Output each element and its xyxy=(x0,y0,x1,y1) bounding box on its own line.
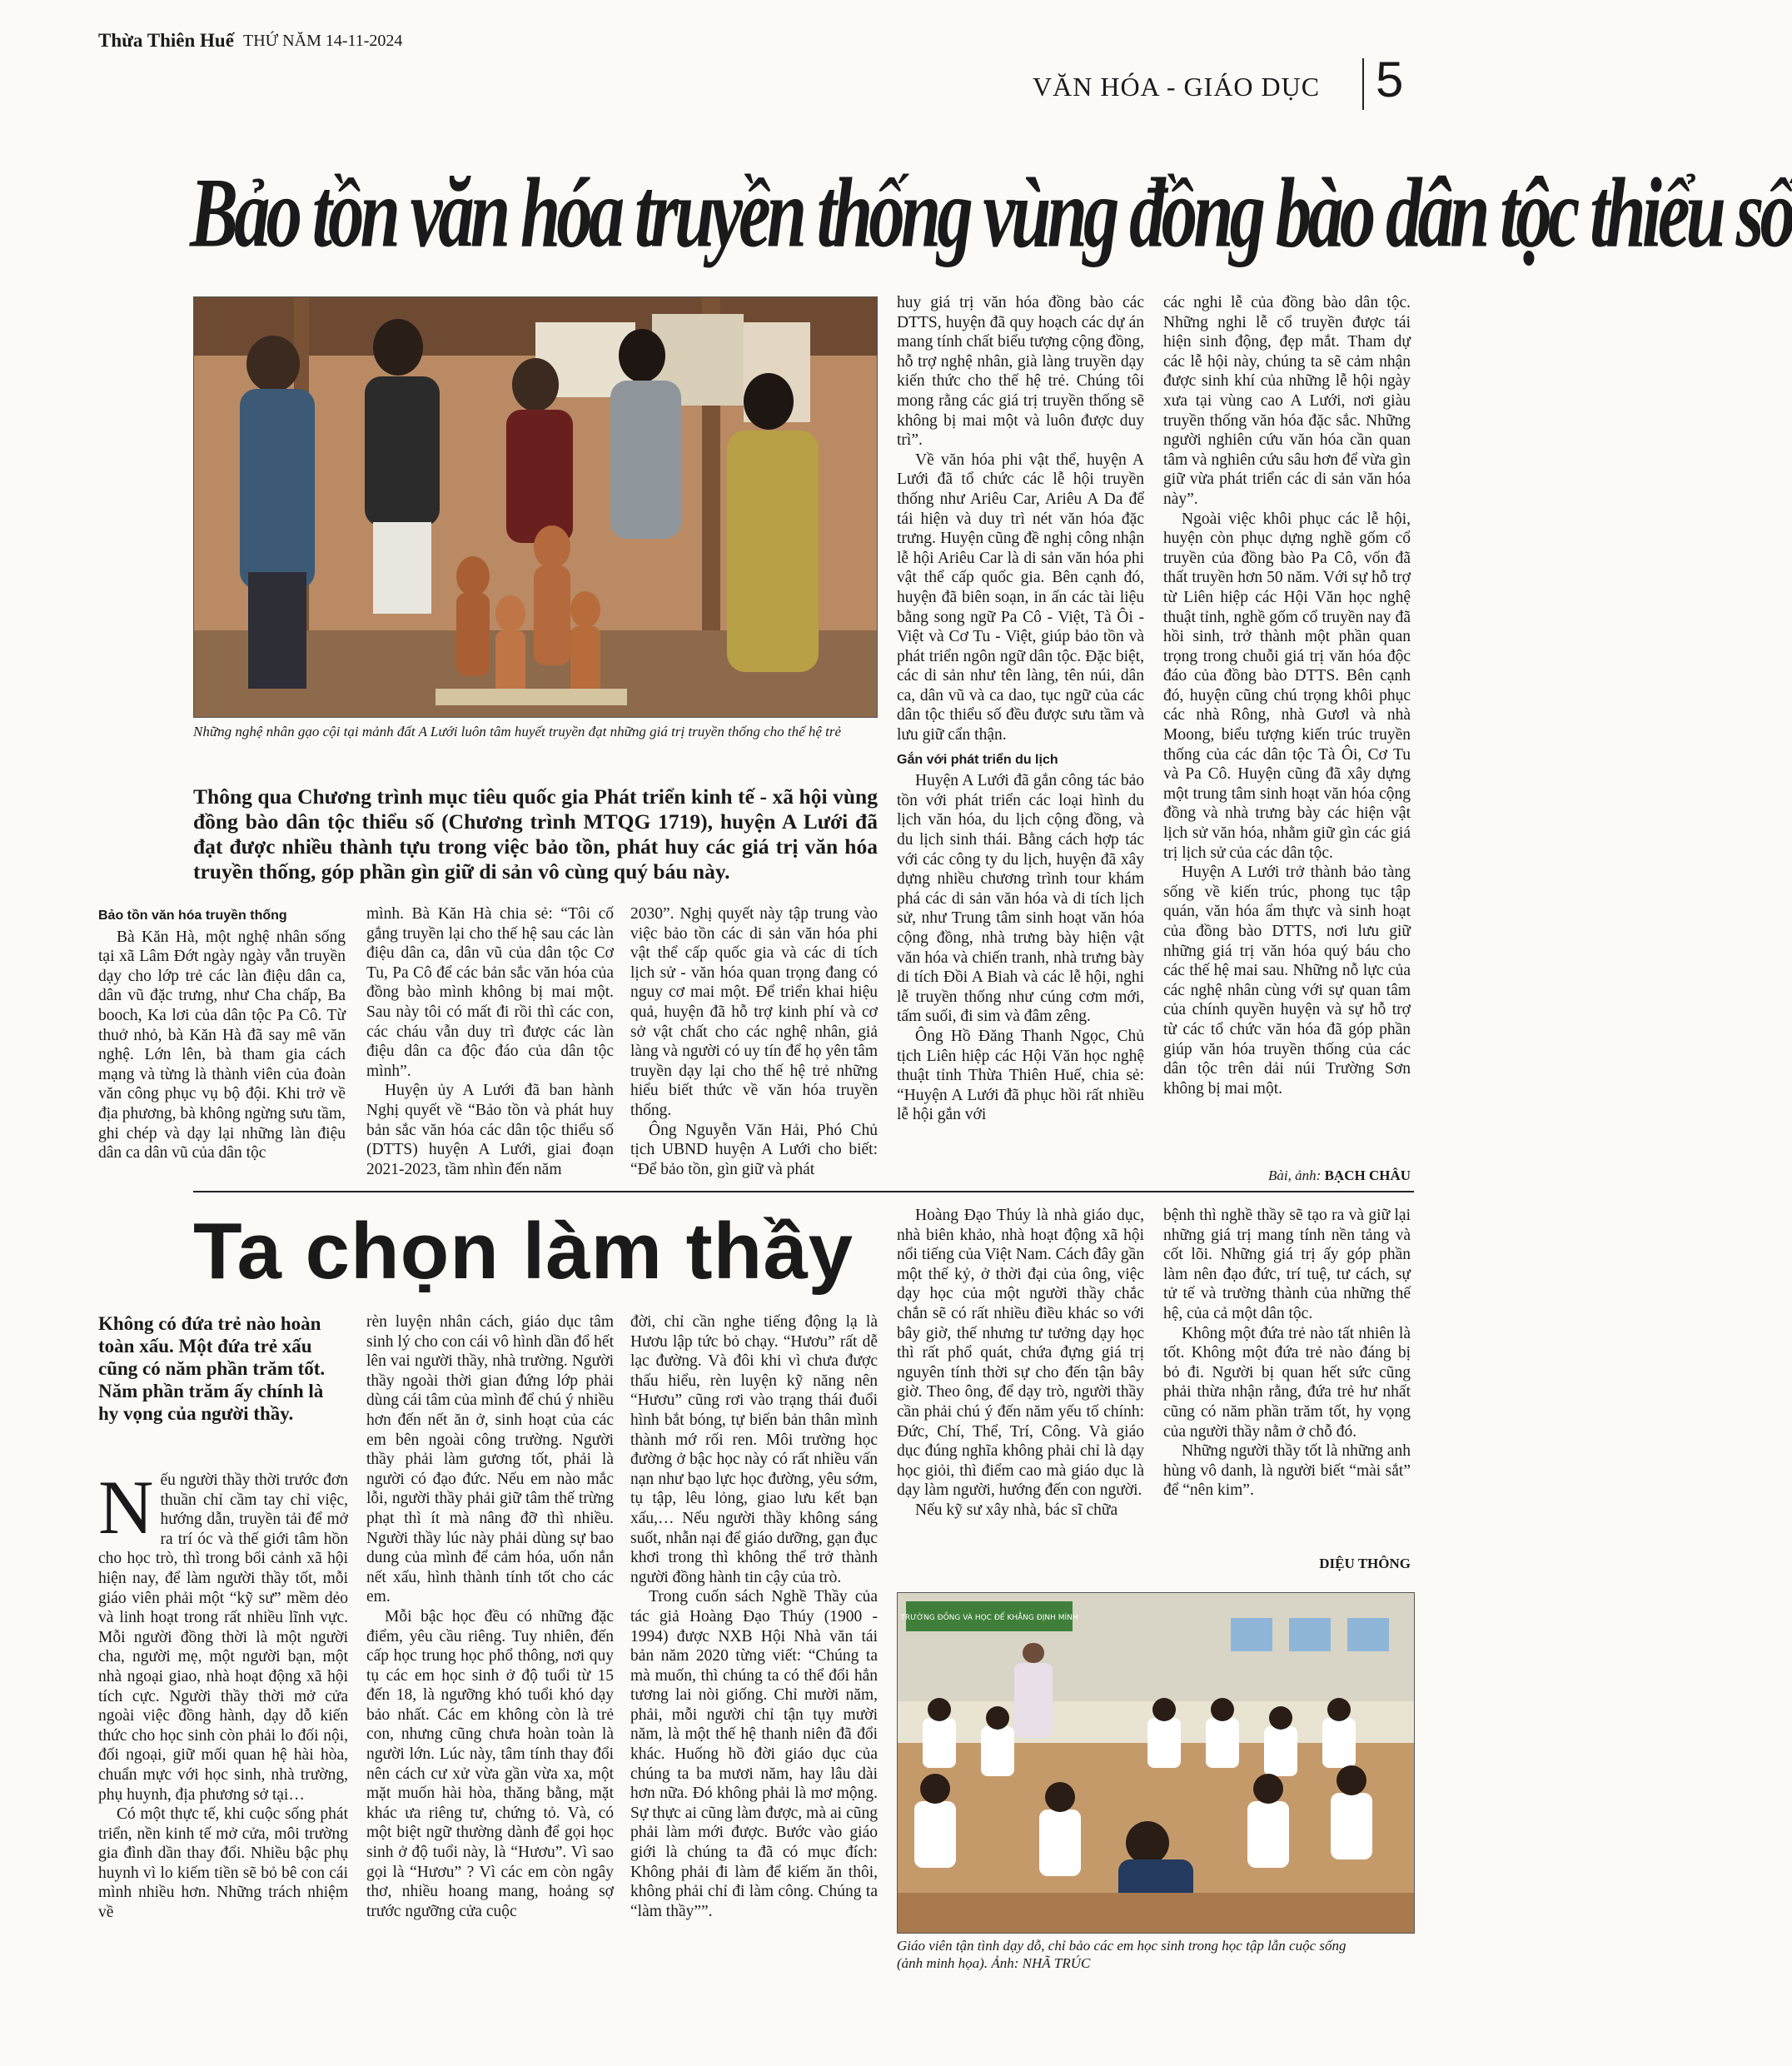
drop-cap: N xyxy=(98,1465,154,1550)
article2-col-1 xyxy=(98,1465,348,1923)
article1-paragraph: Ngoài việc khôi phục các lễ hội, huyện còn phục dựng nghề gốm cổ truyền của đồng bào Pa Cô, vốn đã thất truyền hơn 50 năm. Với sự hỗ trợ từ Liên hiệp các Hội Văn học nghệ thuật tỉnh, nghề gốm cổ truyền nay đã hồi sinh, trở thành một phần quan trọng trong chuỗi giá trị văn hóa độc đáo của đồng bào DTTS. Bên cạnh đó, huyện cũng chú trọng khôi phục các nhà Rông, nhà Gươl và nhà Moong, biểu tượng kiến trúc truyền thống của các dân tộc Tà Ôi, Cơ Tu và Pa Cô. Huyện cũng đã xây dựng một trung tâm sinh hoạt văn hóa cộng đồng và nhà trưng bày các hiện vật lịch sử văn hóa, nhằm giữ gìn các giá trị lịch sử của các dân tộc. xyxy=(1163,510,1411,862)
article2-byline: DIỆU THÔNG xyxy=(1319,1556,1411,1571)
article1-paragraph: huy giá trị văn hóa đồng bào các DTTS, huyện đã quy hoạch các dự án mang tính chất biểu tượng cộng đồng, hỗ trợ nghệ nhân, già làng truyền dạy kiến thức cho thế hệ trẻ. Chúng tôi mong rằng các giá trị truyền thống sẽ không bị mai một và luôn được duy trì”. xyxy=(897,294,1144,450)
classroom-photo xyxy=(897,1592,1415,1934)
article1-paragraph: 2030”. Nghị quyết này tập trung vào việc bảo tồn các di sản văn hóa phi vật thể cấp quốc gia và các di tích lịch sử - văn hóa quan trọng đang có nguy cơ mai một. Để triển khai hiệu quả, huyện đã hỗ trợ kinh phí và cơ sở vật chất cho các nghệ nhân, giả làng và người có uy tín để họ yên tâm truyền dạy lại cho thế hệ trẻ những hiểu biết thức về văn hóa truyền thống. xyxy=(630,905,878,1119)
article2-col-3 xyxy=(630,1312,878,1921)
article2-paragraph: đời, chỉ cần nghe tiếng động lạ là Hươu lập tức bỏ chạy. “Hươu” rất dễ lạc đường. Và đôi khi vì chưa được thấu hiểu, rèn luyện kỹ năng nên “Hươu” cũng rơi vào trạng thái đuổi hình bắt bóng, tự biến bản thân mình thành mớ rối ren. Môi trường học đường ở bậc học này có rất nhiều vấn nạn như bạo lực học đường, yêu sớm, tụ tập, lêu lỏng, giao lưu kết bạn xấu,… Nếu người thầy không sáng suốt, nhẫn nại để giáo dưỡng, gạn đục khơi trong thì không thể trở thành người đồng hành tin cậy của trò. xyxy=(630,1313,878,1586)
article2-title: Ta chọn làm thầy xyxy=(193,1207,854,1296)
byline-name: BẠCH CHÂU xyxy=(1324,1167,1411,1183)
issue-date: THỨ NĂM 14-11-2024 xyxy=(243,32,403,50)
article2-col-2 xyxy=(366,1312,614,1921)
article1-col-1 xyxy=(98,906,346,1163)
artisans-photo-illustration xyxy=(194,297,877,717)
article1-sapo: Thông qua Chương trình mục tiêu quốc gia Phát triển kinh tế - xã hội vùng đồng bào dân tộc thiểu số (Chương trình MTQG 1719), huyện A Lưới đã đạt được nhiều thành tựu trong việc bảo tồn, phát huy các giá trị văn hóa truyền thống, góp phần gìn giữ di sản vô cùng quý báu này. xyxy=(193,784,878,884)
article1-paragraph: Bà Kăn Hà, một nghệ nhân sống tại xã Lâm Đớt ngày ngày vẫn truyền dạy cho lớp trẻ các làn điệu dân ca, dân vũ đặc trưng, như Cha chấp, Ba booch, Ka lơi của dân tộc Pa Cô. Từ thuở nhỏ, bà Kăn Hà đã say mê văn nghệ. Lớn lên, bà tham gia cách mạng và từng là thành viên của đoàn văn công phục vụ bộ đội. Khi trở về địa phương, bà không ngừng sưu tầm, ghi chép và dạy lại những làn điệu dân ca dân vũ của dân tộc xyxy=(98,928,346,1162)
article2-paragraph: bệnh thì nghề thầy sẽ tạo ra và giữ lại những giá trị mang tính nền tảng và cốt lõi. Những giá trị ấy góp phần làm nên đạo đức, trí tuệ, tư cách, sự tử tế và trường thành của những thế hệ, của cả một dân tộc. xyxy=(1163,1207,1411,1322)
subhead-tourism: Gắn với phát triển du lịch xyxy=(897,752,1058,767)
header-divider xyxy=(1362,58,1364,110)
article2-paragraph: Trong cuốn sách Nghề Thầy của tác giả Hoàng Đạo Thúy (1900 - 1994) được NXB Hội Nhà văn tái bản năm 2020 từng viết: “Chúng ta mà muốn, thì chúng ta có thể đổi hẳn tương lai nòi giống. Chỉ mười năm, phải, mỗi người chỉ tận tụy mười năm, là một thế hệ thanh niên đã đổi khác. Huống hồ đời giáo dục của chúng ta ba mươi năm, hay lâu dài hơn nữa. Đó không phải là mơ mộng. Sự thực ai cũng làm được, mà ai cũng phải làm mới được. Bước vào giáo giới là chúng ta đã có mục đích: Không phải đi làm để kiếm ăn thôi, không phải chỉ đi làm công. Chúng ta “làm thầy””. xyxy=(630,1588,878,1920)
article1-col-3 xyxy=(630,904,878,1179)
paper-name: Thừa Thiên Huế xyxy=(98,30,234,51)
article1-title: Bảo tồn văn hóa truyền thống vùng đồng bào dân tộc thiểu số xyxy=(190,156,1792,268)
article2-paragraph: Nếu kỹ sư xây nhà, bác sĩ chữa xyxy=(915,1501,1118,1519)
article2-col-5 xyxy=(1163,1206,1411,1501)
article1-paragraph: Về văn hóa phi vật thể, huyện A Lưới đã tổ chức các lễ hội truyền thống như Ariêu Car, Ariêu A Da để tái hiện và duy trì nét văn hóa đặc trưng. Huyện cũng đề nghị công nhận lễ hội Ariêu Car là di sản văn hóa phi vật thể cấp quốc gia. Bên cạnh đó, huyện đã biên soạn, in ấn các tài liệu bằng song ngữ Pa Cô - Việt, Tà Ôi - Việt và Cơ Tu - Việt, giúp bảo tồn và phát triển ngôn ngữ dân tộc. Đặc biệt, các di sản như tên làng, tên núi, dân ca, dân vũ và ca dao, tục ngữ của các dân tộc thiểu số đều được sưu tầm và lưu giữ cẩn thận. xyxy=(897,451,1144,744)
article2-sapo: Không có đứa trẻ nào hoàn toàn xấu. Một đứa trẻ xấu cũng có năm phần trăm tốt. Năm phần trăm ấy chính là hy vọng của người thầy. xyxy=(98,1313,326,1424)
classroom-banner-text: TRƯỜNG ĐỒNG VÀ HỌC ĐỂ KHẲNG ĐỊNH MÌNH xyxy=(900,1614,1078,1622)
article1-paragraph: Huyện A Lưới trở thành bảo tàng sống về kiến trúc, phong tục tập quán, văn hóa ẩm thực và sinh hoạt của đồng bào DTTS, nơi lưu giữ những giá trị văn hóa quý báu cho các thế hệ mai sau. Những nỗ lực của các nghệ nhân cùng với sự quan tâm của chính quyền huyện và sự hỗ trợ từ các tổ chức văn hóa đã góp phần giúp văn hóa truyền thống của các dân tộc trên dải núi Trường Sơn không bị mai một. xyxy=(1163,864,1411,1098)
article1-paragraph: Ông Nguyễn Văn Hải, Phó Chủ tịch UBND huyện A Lưới cho biết: “Để bảo tồn, gìn giữ và phát xyxy=(630,1121,878,1178)
article-divider xyxy=(193,1191,1414,1192)
article1-paragraph: Huyện A Lưới đã gắn công tác bảo tồn với phát triển các loại hình du lịch văn hóa, du lịch cộng đồng, và du lịch sinh thái. Bằng cách hợp tác với các công ty du lịch, huyện đã xây dựng nhiều chương trình tour khám phá các di sản văn hóa và di tích lịch sử, như Trung tâm sinh hoạt văn hóa cộng đồng, nhà trưng bày hiện vật văn hóa và chiến tranh, nhà trưng bày di tích Đồi A Biah và các lễ hội, nghi lễ truyền thống như cúng cơm mới, tấm suối, đi sim và đâm zêng. xyxy=(897,772,1144,1026)
artisans-photo xyxy=(193,296,878,718)
article2-paragraph: Hoàng Đạo Thúy là nhà giáo dục, nhà biên khảo, nhà hoạt động xã hội nổi tiếng của Việt Nam. Cách đây gần một thế kỷ, ở thời đại của ông, việc dạy học của một người thầy chắc chắn sẽ có rất nhiều điều khác so với bây giờ, thế nhưng tư tưởng dạy học thì rất phổ quát, chứa đựng giá trị nguyên tính thời sự cho đến tận bây giờ. Theo ông, để dạy trò, người thầy cần phải chú ý đến năm yếu tố chính: Đức, Chí, Thể, Trí, Công. Và giáo dục đúng nghĩa không phải chỉ là dạy học giỏi, thì điểm cao mà giáo dục là dạy làm người, hướng đến con người. xyxy=(897,1207,1144,1500)
article1-byline xyxy=(1163,1167,1411,1184)
article2-paragraph-text: ếu người thầy thời trước đơn thuần chỉ cầm tay chỉ việc, hướng dẫn, truyền tải để mở ra trí óc và thế giới tâm hồn cho học trò, thì trong bối cảnh xã hội hiện nay, để làm người thầy tốt, mỗi giáo viên phải một “kỹ sư” mềm dẻo và linh hoạt trong rất nhiều lĩnh vực. Mỗi người đồng thời là một người cha, người mẹ, một người bạn, một nhà ngoại giao, nhà hoạt động xã hội tích cực. Người thầy thời mở cửa ngoài việc đồng hành, dạy dỗ kiến thức cho học sinh còn phải lo đối nội, đối ngoại, giữ mối quan hệ hài hòa, chuẩn mực với học sinh, nhà trường, phụ huynh, địa phương sở tại… xyxy=(98,1471,348,1804)
section-name: VĂN HÓA - GIÁO DỤC xyxy=(1033,72,1321,102)
byline-prefix: Bài, ảnh: xyxy=(1268,1167,1322,1183)
article2-paragraph: Mỗi bậc học đều có những đặc điểm, yêu cầu riêng. Tuy nhiên, đến cấp học trung học phổ thông, nơi quy tụ các em học sinh ở độ tuổi từ 15 đến 18, là ngưỡng khó tuổi khó dạy bảo nhất. Các em không còn là trẻ con, nhưng cũng chưa hoàn toàn là người lớn. Lúc này, tâm tính thay đổi nên cách cư xử vừa gần vừa xa, một mặt muốn hài hòa, thăng bằng, mặt khác ưa riêng tư, chứng tỏ. Và, có một biệt ngữ thường dành để gọi học sinh ở độ tuổi này, là “Hươu”. Vì sao gọi là “Hươu” ? Vì các em còn ngây thơ, nhiều hoang mang, hoảng sợ trước ngưỡng cửa cuộc xyxy=(366,1607,614,1920)
article1-paragraph: các nghi lễ của đồng bào dân tộc. Những nghi lễ cổ truyền được tái hiện sinh động, đẹp mắt. Tham dự các lễ hội này, chúng ta sẽ cảm nhận được sinh khí của những lễ hội ngày xưa tại vùng cao A Lưới, nơi giàu truyền thống văn hóa đặc sắc. Những người nghiên cứu văn hóa cần quan tâm và nghiên cứu sâu hơn để vừa gìn giữ vừa phát triển các di sản văn hóa này”. xyxy=(1163,294,1411,508)
article1-paragraph: Huyện ủy A Lưới đã ban hành Nghị quyết về “Bảo tồn và phát huy bản sắc văn hóa các dân tộc thiểu số (DTTS) huyện A Lưới, giai đoạn 2021-2023, tầm nhìn đến năm xyxy=(366,1082,614,1178)
article2-paragraph: Không một đứa trẻ nào tất nhiên là tốt. Không một đứa trẻ nào đáng bị bỏ đi. Người bị quan hết sức cũng phải thừa nhận rằng, đứa trẻ hư nhất cũng có năm phần trăm tốt, hy vọng của người thầy nằm ở chỗ đó. xyxy=(1163,1324,1411,1441)
article2-paragraph-1 xyxy=(98,1465,348,1805)
article2-paragraph: rèn luyện nhân cách, giáo dục tâm sinh lý cho con cái vô hình dần đổ hết lên vai người thầy, nhà trường. Người thầy ngoài thời gian đứng lớp phải dùng cái tâm của mình để chú ý nhiều hơn đến nết ăn ở, sinh hoạt của các em bên ngoài công trường. Người thầy phải làm gương tốt, phải là người có đạo đức. Nếu em nào mắc lỗi, người thầy phải giữ tâm thế trừng phạt thì ít mà nâng đỡ thì nhiều. Người thầy lúc này phải dùng sự bao dung của mình để cảm hóa, uốn nắn nết xấu, hình thành tính tốt cho các em. xyxy=(366,1313,614,1606)
article2-paragraph: Có một thực tế, khi cuộc sống phát triển, nền kinh tế mở cửa, môi trường gia đình dần thay đổi. Nhiều bậc phụ huynh vì lo kiếm tiền sẽ bỏ bê con cái mình nhiều hơn. Những trách nhiệm về xyxy=(98,1805,348,1922)
article1-paragraph: mình. Bà Kăn Hà chia sẻ: “Tôi cố gắng truyền lại cho thế hệ sau các làn điệu dân ca, dân vũ của dân tộc Cơ Tu, Pa Cô để các bản sắc văn hóa của đồng bào mình không bị mai một. Sau này tôi có mất đi rồi thì các con, các cháu vẫn duy trì được các làn điệu dân ca độc đáo của dân tộc mình”. xyxy=(366,905,614,1080)
classroom-photo-caption: Giáo viên tận tình dạy dỗ, chỉ bảo các em học sinh trong học tập lẫn cuộc sống (ảnh minh họa). Ảnh: NHÃ TRÚC xyxy=(897,1938,1346,1971)
article1-paragraph: Ông Hồ Đăng Thanh Ngọc, Chủ tịch Liên hiệp các Hội Văn học nghệ thuật tỉnh Thừa Thiên Huế, chia sẻ: “Huyện A Lưới đã phục hồi rất nhiều lễ hội gắn với xyxy=(897,1027,1144,1124)
classroom-photo-illustration xyxy=(898,1593,1414,1933)
article2-col-4 xyxy=(897,1206,1144,1521)
artisans-photo-caption: Những nghệ nhân gạo cội tại mảnh đất A Lưới luôn tâm huyết truyền đạt những giá trị truyền thống cho thế hệ trẻ xyxy=(193,724,842,739)
article1-col-2 xyxy=(366,904,614,1179)
subhead-preservation: Bảo tồn văn hóa truyền thống xyxy=(98,909,287,923)
article1-col-4 xyxy=(897,293,1144,1125)
article1-col-5 xyxy=(1163,293,1411,1098)
page-number: 5 xyxy=(1376,52,1404,107)
article2-paragraph: Những người thầy tốt là những anh hùng vô danh, là người biết “mài sắt” để “nên kim”. xyxy=(1163,1442,1411,1500)
